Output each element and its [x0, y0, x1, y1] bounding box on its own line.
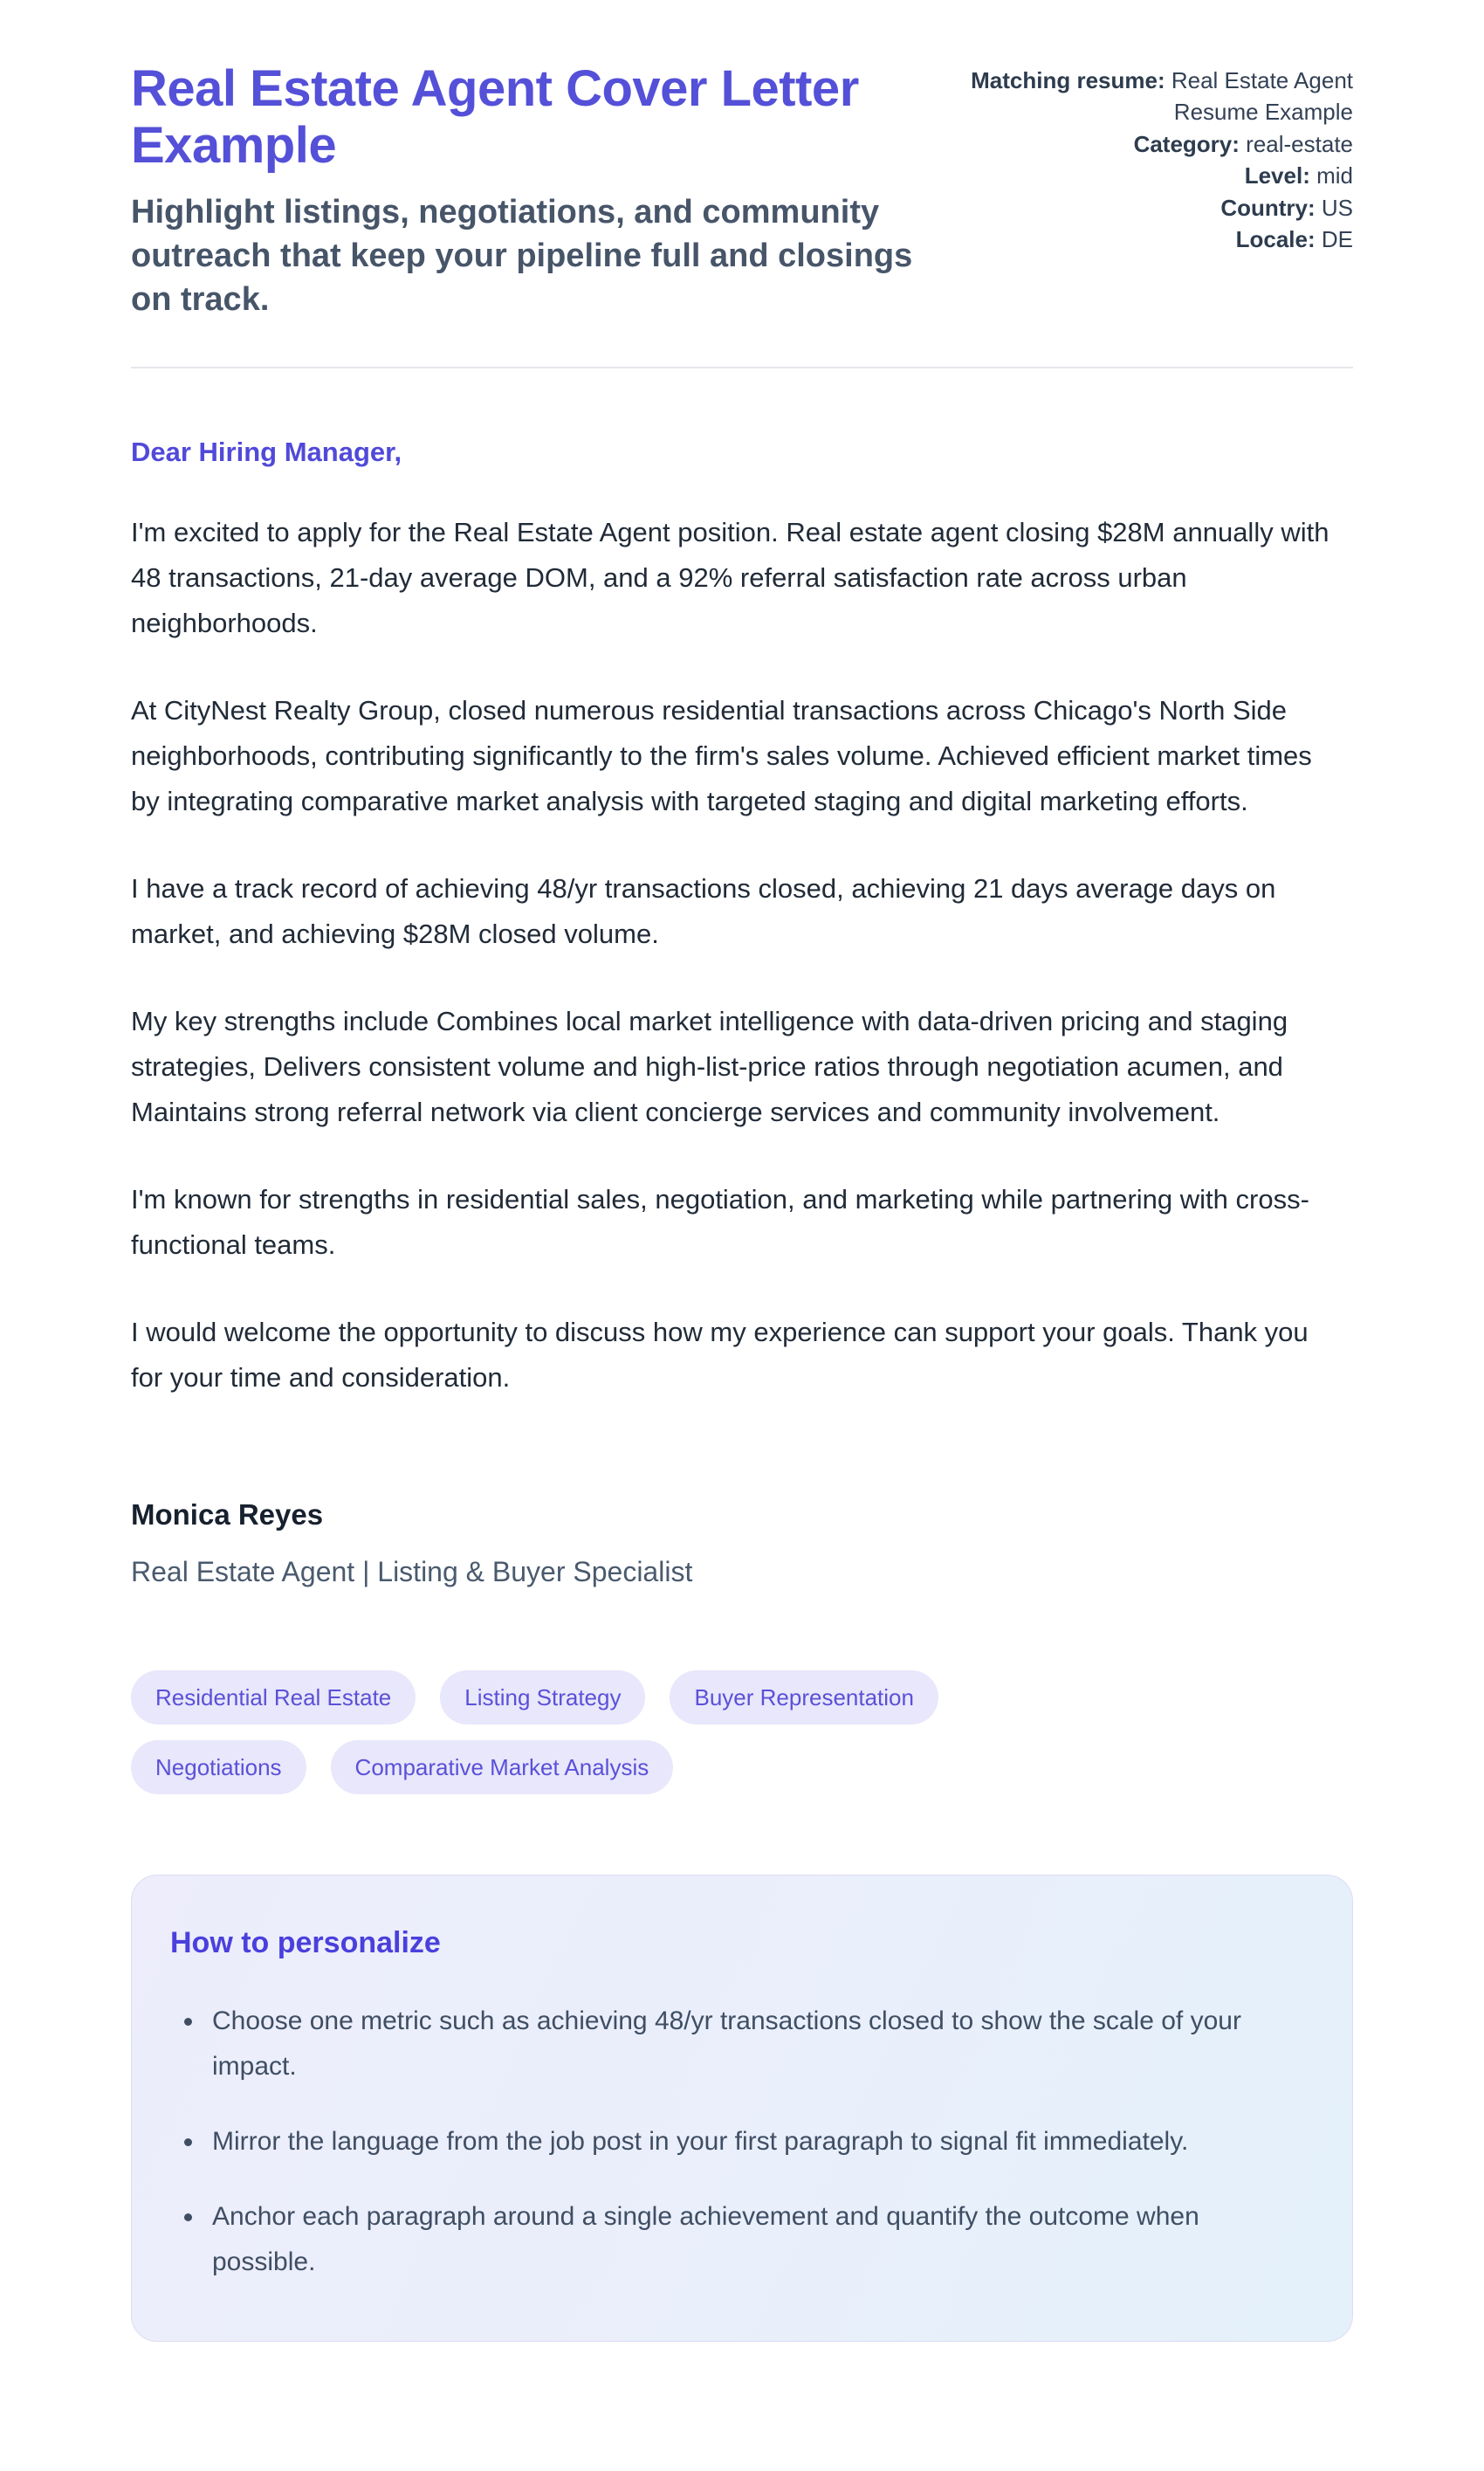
- tag-comparative-market-analysis: Comparative Market Analysis: [331, 1740, 674, 1794]
- meta-locale: [958, 224, 1353, 255]
- tag-residential-real-estate: Residential Real Estate: [131, 1670, 416, 1724]
- letter-paragraph-2: At CityNest Realty Group, closed numerous residential transactions across Chicago's North Side neighborhoods, contributing significantly to the firm's sales volume. Achieved efficient market times by integrating comparative market analysis with targeted staging and digital marketing efforts.: [131, 695, 1312, 817]
- meta-matching-resume-label: Matching resume:: [971, 67, 1165, 93]
- page-title: Real Estate Agent Cover Letter Example: [131, 60, 859, 174]
- skill-tags: [131, 1670, 1117, 1794]
- meta-level: [958, 160, 1353, 191]
- meta-category-label: Category:: [1133, 130, 1240, 157]
- tag-negotiations: Negotiations: [131, 1740, 306, 1794]
- meta-country-label: Country:: [1220, 194, 1316, 221]
- letter-paragraph-5: I'm known for strengths in residential sales, negotiation, and marketing while partnering with cross-functional teams.: [131, 1184, 1309, 1261]
- letter-paragraph-4: My key strengths include Combines local market intelligence with data-driven pricing and staging strategies, Delivers consistent volume and high-list-price ratios through negotiation acumen, and Maintains strong referral network via client concierge services and community involvement.: [131, 1006, 1288, 1128]
- header-title-block: [131, 61, 924, 321]
- letter-salutation: Dear Hiring Manager,: [131, 437, 402, 468]
- meta-level-value: mid: [1316, 162, 1353, 189]
- letter-paragraph-3: I have a track record of achieving 48/yr transactions closed, achieving 21 days average days on market, and achieving $28M closed volume.: [131, 873, 1276, 950]
- cover-letter-body: [131, 437, 1353, 1588]
- meta-country-value: US: [1321, 194, 1353, 221]
- callout-bullet-list: [170, 1999, 1300, 2285]
- callout-bullet-2: • Mirror the language from the job post in your first paragraph to signal fit immediately.: [205, 2119, 1300, 2165]
- tag-buyer-representation: Buyer Representation: [670, 1670, 938, 1724]
- page-header: [131, 61, 1353, 321]
- how-to-personalize-callout: [131, 1875, 1353, 2342]
- signature-job-title: Real Estate Agent | Listing & Buyer Specialist: [131, 1556, 693, 1588]
- letter-paragraph-6: I would welcome the opportunity to discuss how my experience can support your goals. Thank you for your time and consideration.: [131, 1317, 1309, 1394]
- meta-locale-value: DE: [1321, 225, 1353, 252]
- signature-name: Monica Reyes: [131, 1498, 324, 1531]
- header-divider: [131, 367, 1353, 368]
- callout-bullet-3: • Anchor each paragraph around a single achievement and quantify the outcome when possible.: [205, 2194, 1300, 2285]
- meta-matching-resume: [958, 65, 1353, 128]
- page-subtitle: Highlight listings, negotiations, and community outreach that keep your pipeline full and closings on track.: [131, 193, 913, 319]
- meta-matching-resume-value: Real Estate Agent Resume Example: [1171, 67, 1353, 126]
- callout-bullet-1: • Choose one metric such as achieving 48/yr transactions closed to show the scale of your impact.: [205, 1999, 1300, 2089]
- tag-listing-strategy: Listing Strategy: [440, 1670, 645, 1724]
- letter-paragraph-1: I'm excited to apply for the Real Estate Agent position. Real estate agent closing $28M annually with 48 transactions, 21-day average DOM, and a 92% referral satisfaction rate across urban neighborhoods.: [131, 517, 1329, 639]
- meta-panel: [958, 61, 1353, 255]
- meta-category-value: real-estate: [1246, 130, 1353, 157]
- meta-country: [958, 192, 1353, 224]
- meta-level-label: Level:: [1244, 162, 1310, 189]
- meta-locale-label: Locale:: [1235, 225, 1316, 252]
- meta-category: [958, 128, 1353, 160]
- callout-heading: How to personalize: [170, 1926, 441, 1960]
